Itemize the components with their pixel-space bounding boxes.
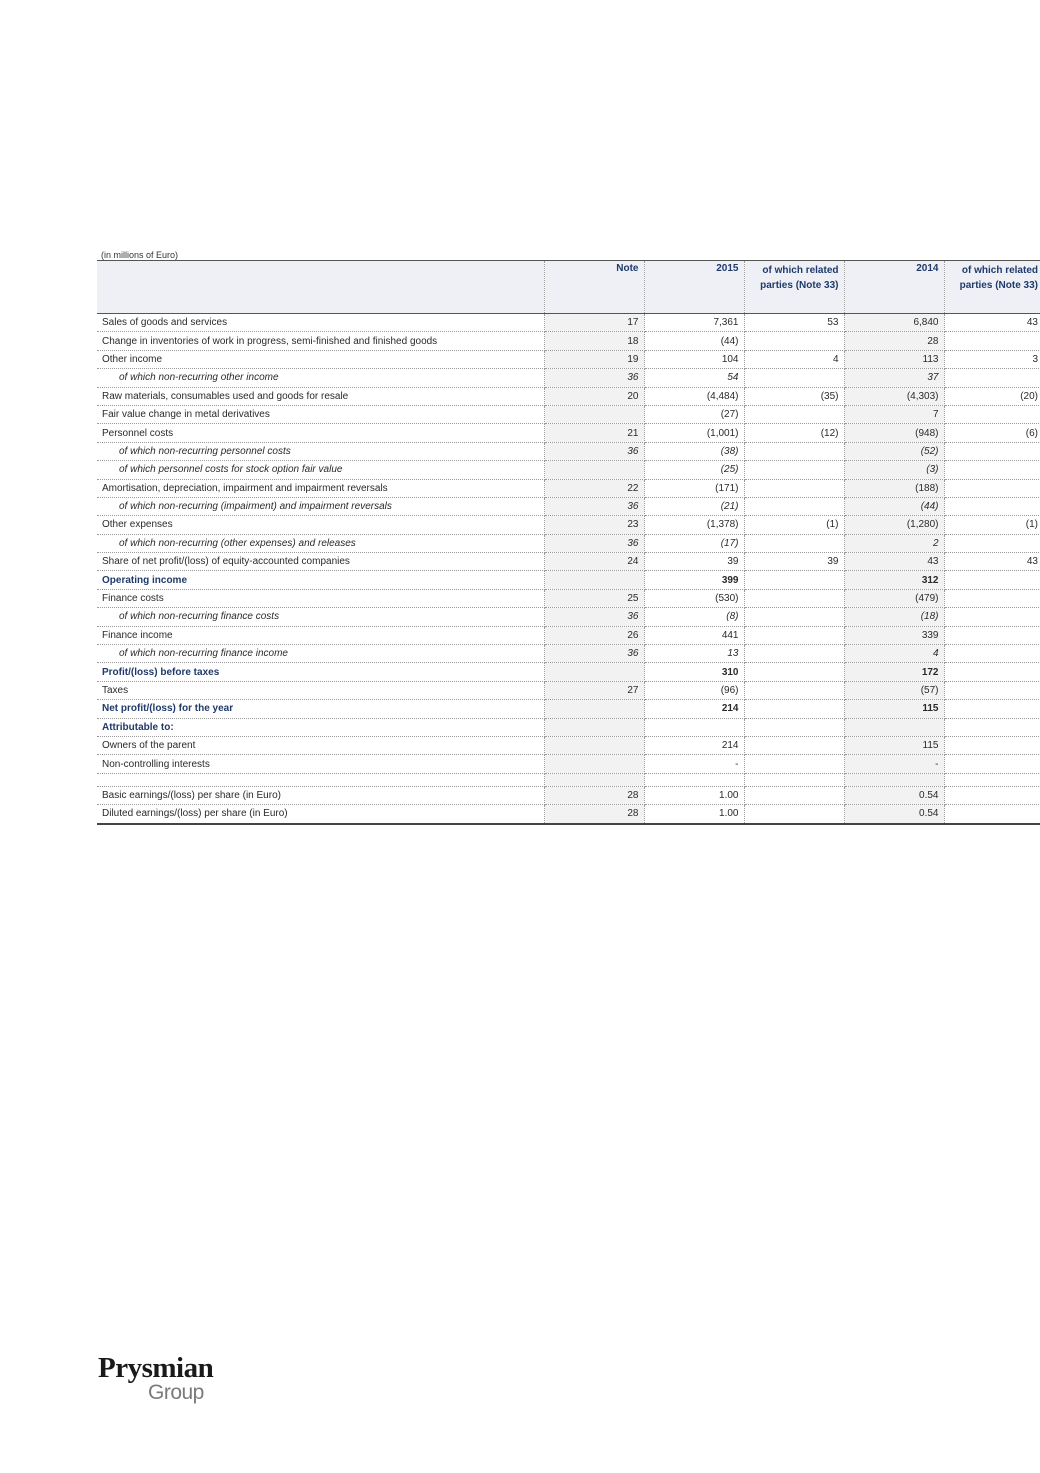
row-label: of which non-recurring personnel costs xyxy=(97,442,544,460)
row-related-parties-2015 xyxy=(744,773,844,786)
row-related-parties-2014 xyxy=(944,626,1040,644)
row-value-2014: - xyxy=(844,755,944,773)
row-related-parties-2015 xyxy=(744,497,844,515)
table-row xyxy=(97,645,1040,663)
row-related-parties-2015 xyxy=(744,681,844,699)
row-related-parties-2015 xyxy=(744,755,844,773)
row-note xyxy=(544,755,644,773)
table-row xyxy=(97,314,1040,332)
table-row xyxy=(97,461,1040,479)
row-note xyxy=(544,700,644,718)
row-related-parties-2015: (35) xyxy=(744,387,844,405)
row-value-2015: (8) xyxy=(644,608,744,626)
row-value-2014: 2 xyxy=(844,534,944,552)
row-value-2015: (27) xyxy=(644,405,744,423)
header-2015: 2015 xyxy=(644,261,744,314)
table-row xyxy=(97,608,1040,626)
row-related-parties-2015 xyxy=(744,700,844,718)
row-note: 36 xyxy=(544,645,644,663)
row-related-parties-2014 xyxy=(944,645,1040,663)
row-label: Finance income xyxy=(97,626,544,644)
row-note xyxy=(544,663,644,681)
table-row xyxy=(97,773,1040,786)
row-related-parties-2015 xyxy=(744,461,844,479)
table-row xyxy=(97,516,1040,534)
row-note xyxy=(544,773,644,786)
row-related-parties-2014: 3 xyxy=(944,350,1040,368)
row-label: of which non-recurring (impairment) and impairment reversals xyxy=(97,497,544,515)
row-value-2014: 6,840 xyxy=(844,314,944,332)
header-related-parties-2015: of which related parties (Note 33) xyxy=(744,261,844,314)
row-related-parties-2015: (12) xyxy=(744,424,844,442)
row-note: 26 xyxy=(544,626,644,644)
row-label xyxy=(97,773,544,786)
row-label: Diluted earnings/(loss) per share (in Euro) xyxy=(97,805,544,824)
row-related-parties-2015: 4 xyxy=(744,350,844,368)
row-value-2015: (1,378) xyxy=(644,516,744,534)
row-value-2014: 37 xyxy=(844,369,944,387)
row-value-2014: (52) xyxy=(844,442,944,460)
row-value-2015: 441 xyxy=(644,626,744,644)
income-statement-body xyxy=(97,261,1040,824)
row-note: 19 xyxy=(544,350,644,368)
row-related-parties-2015 xyxy=(744,571,844,589)
row-related-parties-2015: 53 xyxy=(744,314,844,332)
row-value-2014: 113 xyxy=(844,350,944,368)
row-related-parties-2015 xyxy=(744,479,844,497)
row-note: 18 xyxy=(544,332,644,350)
table-row xyxy=(97,405,1040,423)
row-related-parties-2014 xyxy=(944,571,1040,589)
row-value-2015: (21) xyxy=(644,497,744,515)
row-note: 36 xyxy=(544,608,644,626)
row-related-parties-2014 xyxy=(944,461,1040,479)
table-row xyxy=(97,387,1040,405)
row-note: 24 xyxy=(544,553,644,571)
row-note: 17 xyxy=(544,314,644,332)
header-note: Note xyxy=(544,261,644,314)
row-label: of which non-recurring finance income xyxy=(97,645,544,663)
row-label: Net profit/(loss) for the year xyxy=(97,700,544,718)
row-related-parties-2014: (6) xyxy=(944,424,1040,442)
row-label: Sales of goods and services xyxy=(97,314,544,332)
table-row xyxy=(97,681,1040,699)
row-related-parties-2014: 43 xyxy=(944,314,1040,332)
row-note xyxy=(544,405,644,423)
row-related-parties-2014 xyxy=(944,718,1040,736)
row-related-parties-2014 xyxy=(944,608,1040,626)
row-related-parties-2014 xyxy=(944,332,1040,350)
row-value-2014: (18) xyxy=(844,608,944,626)
row-value-2014: (188) xyxy=(844,479,944,497)
header-related-parties-2014: of which related parties (Note 33) xyxy=(944,261,1040,314)
row-label: of which non-recurring other income xyxy=(97,369,544,387)
row-value-2015: 310 xyxy=(644,663,744,681)
row-related-parties-2014: (20) xyxy=(944,387,1040,405)
row-label: of which non-recurring finance costs xyxy=(97,608,544,626)
row-related-parties-2015 xyxy=(744,589,844,607)
row-value-2014 xyxy=(844,718,944,736)
row-value-2014: (479) xyxy=(844,589,944,607)
row-note xyxy=(544,571,644,589)
row-value-2015: (96) xyxy=(644,681,744,699)
row-value-2015: (1,001) xyxy=(644,424,744,442)
row-related-parties-2014 xyxy=(944,405,1040,423)
row-related-parties-2014: 43 xyxy=(944,553,1040,571)
table-row xyxy=(97,589,1040,607)
unit-note: (in millions of Euro) xyxy=(101,250,179,260)
row-label: Profit/(loss) before taxes xyxy=(97,663,544,681)
table-row xyxy=(97,663,1040,681)
header-label xyxy=(97,261,544,314)
header-row xyxy=(97,261,1040,314)
row-related-parties-2015 xyxy=(744,369,844,387)
row-note: 21 xyxy=(544,424,644,442)
table-row xyxy=(97,497,1040,515)
row-related-parties-2014 xyxy=(944,369,1040,387)
row-related-parties-2014 xyxy=(944,479,1040,497)
logo-sub-text: Group xyxy=(148,1381,204,1404)
row-related-parties-2014 xyxy=(944,589,1040,607)
row-note xyxy=(544,718,644,736)
row-note: 36 xyxy=(544,442,644,460)
row-related-parties-2014 xyxy=(944,442,1040,460)
table-row xyxy=(97,332,1040,350)
table-row xyxy=(97,805,1040,824)
table-row xyxy=(97,534,1040,552)
row-value-2015: - xyxy=(644,755,744,773)
row-value-2014: 4 xyxy=(844,645,944,663)
row-label: Finance costs xyxy=(97,589,544,607)
row-related-parties-2015: 39 xyxy=(744,553,844,571)
logo-brand-text: Prysmian xyxy=(98,1352,214,1384)
row-label: Other expenses xyxy=(97,516,544,534)
row-label: Taxes xyxy=(97,681,544,699)
table-row xyxy=(97,350,1040,368)
row-label: Change in inventories of work in progress, semi-finished and finished goods xyxy=(97,332,544,350)
table-row xyxy=(97,700,1040,718)
row-value-2015: (38) xyxy=(644,442,744,460)
row-related-parties-2015 xyxy=(744,608,844,626)
row-value-2015: 39 xyxy=(644,553,744,571)
row-related-parties-2015 xyxy=(744,805,844,824)
row-related-parties-2014 xyxy=(944,773,1040,786)
row-value-2014: 28 xyxy=(844,332,944,350)
row-value-2014: 115 xyxy=(844,736,944,754)
row-note: 23 xyxy=(544,516,644,534)
table-row xyxy=(97,369,1040,387)
row-value-2015: 54 xyxy=(644,369,744,387)
row-related-parties-2015 xyxy=(744,626,844,644)
row-related-parties-2015 xyxy=(744,663,844,681)
row-note: 22 xyxy=(544,479,644,497)
row-related-parties-2014 xyxy=(944,534,1040,552)
row-related-parties-2015 xyxy=(744,645,844,663)
row-value-2015: (25) xyxy=(644,461,744,479)
table-row xyxy=(97,553,1040,571)
row-label: Fair value change in metal derivatives xyxy=(97,405,544,423)
row-related-parties-2015: (1) xyxy=(744,516,844,534)
row-related-parties-2014 xyxy=(944,755,1040,773)
income-statement-table xyxy=(97,260,1040,825)
row-label: Raw materials, consumables used and goods for resale xyxy=(97,387,544,405)
row-note: 27 xyxy=(544,681,644,699)
row-value-2014: 0.54 xyxy=(844,786,944,804)
row-value-2014 xyxy=(844,773,944,786)
row-note: 36 xyxy=(544,497,644,515)
row-value-2014: 43 xyxy=(844,553,944,571)
row-note: 36 xyxy=(544,369,644,387)
row-value-2014: 339 xyxy=(844,626,944,644)
row-value-2015: (17) xyxy=(644,534,744,552)
row-related-parties-2015 xyxy=(744,718,844,736)
row-label: of which personnel costs for stock option fair value xyxy=(97,461,544,479)
row-value-2015: 13 xyxy=(644,645,744,663)
row-value-2015: 1.00 xyxy=(644,805,744,824)
row-label: Share of net profit/(loss) of equity-accounted companies xyxy=(97,553,544,571)
row-note xyxy=(544,461,644,479)
row-value-2015: 214 xyxy=(644,700,744,718)
row-value-2015: 1.00 xyxy=(644,786,744,804)
row-value-2014: 0.54 xyxy=(844,805,944,824)
row-value-2014: (4,303) xyxy=(844,387,944,405)
table-row xyxy=(97,626,1040,644)
table-row xyxy=(97,479,1040,497)
row-value-2014: 115 xyxy=(844,700,944,718)
row-value-2014: (948) xyxy=(844,424,944,442)
row-label: Amortisation, depreciation, impairment and impairment reversals xyxy=(97,479,544,497)
row-note xyxy=(544,736,644,754)
row-related-parties-2014 xyxy=(944,786,1040,804)
row-related-parties-2014 xyxy=(944,497,1040,515)
row-label: Basic earnings/(loss) per share (in Euro) xyxy=(97,786,544,804)
row-value-2015: 7,361 xyxy=(644,314,744,332)
row-note: 25 xyxy=(544,589,644,607)
row-related-parties-2015 xyxy=(744,736,844,754)
row-related-parties-2014 xyxy=(944,736,1040,754)
table-row xyxy=(97,718,1040,736)
row-note: 20 xyxy=(544,387,644,405)
row-value-2014: (57) xyxy=(844,681,944,699)
row-note: 28 xyxy=(544,805,644,824)
row-related-parties-2015 xyxy=(744,332,844,350)
table-row xyxy=(97,442,1040,460)
row-related-parties-2014 xyxy=(944,663,1040,681)
header-2014: 2014 xyxy=(844,261,944,314)
row-related-parties-2015 xyxy=(744,442,844,460)
row-value-2014: 312 xyxy=(844,571,944,589)
table-row xyxy=(97,736,1040,754)
row-related-parties-2015 xyxy=(744,405,844,423)
row-label: Personnel costs xyxy=(97,424,544,442)
row-related-parties-2015 xyxy=(744,786,844,804)
row-value-2015: 399 xyxy=(644,571,744,589)
table-row xyxy=(97,786,1040,804)
table-row xyxy=(97,755,1040,773)
row-label: Operating income xyxy=(97,571,544,589)
row-value-2014: (3) xyxy=(844,461,944,479)
row-value-2015: (530) xyxy=(644,589,744,607)
row-value-2015: (171) xyxy=(644,479,744,497)
row-note: 36 xyxy=(544,534,644,552)
row-related-parties-2014 xyxy=(944,805,1040,824)
row-related-parties-2014: (1) xyxy=(944,516,1040,534)
row-value-2015 xyxy=(644,773,744,786)
row-related-parties-2015 xyxy=(744,534,844,552)
row-value-2015 xyxy=(644,718,744,736)
row-value-2014: (1,280) xyxy=(844,516,944,534)
row-value-2014: 7 xyxy=(844,405,944,423)
table-row xyxy=(97,424,1040,442)
row-value-2015: 104 xyxy=(644,350,744,368)
table-row xyxy=(97,571,1040,589)
row-value-2015: (4,484) xyxy=(644,387,744,405)
row-note: 28 xyxy=(544,786,644,804)
row-label: Other income xyxy=(97,350,544,368)
row-label: Attributable to: xyxy=(97,718,544,736)
row-related-parties-2014 xyxy=(944,700,1040,718)
row-label: Owners of the parent xyxy=(97,736,544,754)
prysmian-group-logo xyxy=(98,1352,238,1412)
row-value-2015: 214 xyxy=(644,736,744,754)
row-value-2014: (44) xyxy=(844,497,944,515)
row-value-2015: (44) xyxy=(644,332,744,350)
row-label: Non-controlling interests xyxy=(97,755,544,773)
row-value-2014: 172 xyxy=(844,663,944,681)
row-related-parties-2014 xyxy=(944,681,1040,699)
row-label: of which non-recurring (other expenses) and releases xyxy=(97,534,544,552)
